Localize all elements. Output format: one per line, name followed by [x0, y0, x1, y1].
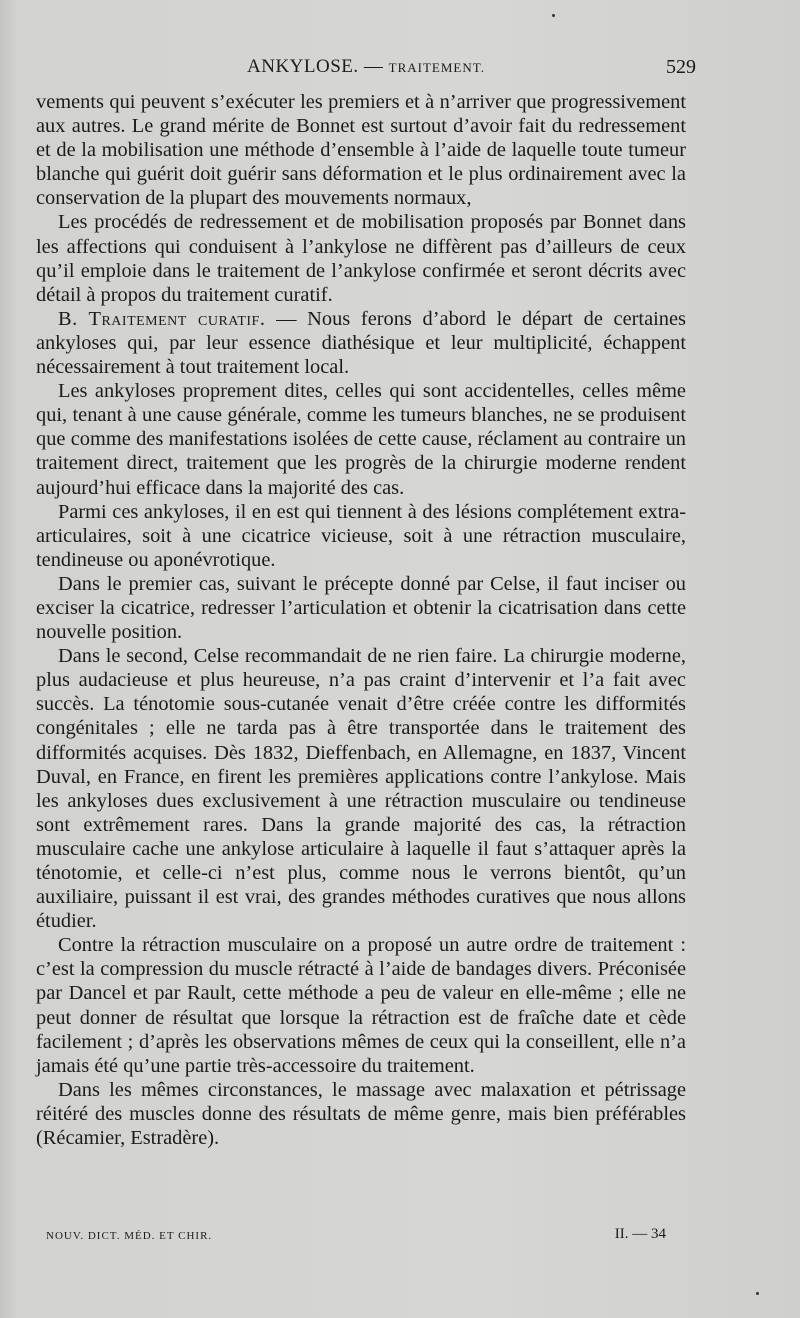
running-title [36, 56, 696, 78]
paragraph-continued: vements qui peuvent s’exécuter les premiers et à n’arriver que progressivement aux autres. Le grand mérite de Bonnet est surtout d’avoir fait du redressement et de la mobilisation une méthode d’ensemble à l’aide de laquelle toute tumeur blanche qui guérit doit guérir sans déformation et le plus ordinairement avec la conservation de la plupart des mouvements normaux, [36, 91, 686, 210]
paragraph: Contre la rétraction musculaire on a proposé un autre ordre de traitement : c’est la compression du muscle rétracté à l’aide de bandages divers. Préconisée par Dancel et par Rault, cette méthode a peu de valeur en elle-même ; elle ne peut donner de résultat que lorsque la rétraction est de fraîche date et cède facilement ; d’après les observations mêmes de ceux qui la conseillent, elle n’a jamais été qu’une partie très-accessoire du traitement. [36, 934, 686, 1077]
running-title-main: ANKYLOSE. [247, 56, 359, 77]
section-b-paragraph [36, 307, 686, 379]
running-header [36, 56, 696, 84]
paragraph: Dans le premier cas, suivant le précepte donné par Celse, il faut inciser ou exciser la cicatrice, redresser l’articulation et obtenir la cicatrisation dans cette nouvelle position. [36, 572, 686, 644]
section-heading: B. Traitement curatif. [58, 307, 266, 330]
paragraph: Les ankyloses proprement dites, celles qui sont accidentelles, celles même qui, tenant à une cause générale, comme les tumeurs blanches, ne se produisent que comme des manifestations isolées de cette cause, réclament au contraire un traitement direct, traitement que les progrès de la chirurgie moderne rendent aujourd’hui efficace dans la majorité des cas. [36, 380, 686, 499]
paragraph: Les procédés de redressement et de mobilisation proposés par Bonnet dans les affections qui conduisent à l’ankylose ne diffèrent pas d’ailleurs de ceux qu’il emploie dans le traitement de l’ankylose confirmée et seront décrits avec détail à propos du traitement curatif. [36, 211, 686, 306]
page-number: 529 [666, 56, 696, 78]
section-text: — Nous ferons d’abord le départ de certaines ankyloses qui, par leur essence diathésique et leur multiplicité, échappent nécessairement à tout traitement local. [36, 307, 686, 379]
paragraph: Dans les mêmes circonstances, le massage avec malaxation et pétrissage réitéré des muscles donne des résultats de même genre, mais bien préférables (Récamier, Estradère). [36, 1078, 686, 1150]
running-title-sub: TRAITEMENT. [388, 60, 485, 75]
body-text [36, 90, 686, 1150]
speck [552, 14, 555, 17]
footer-collection-title: NOUV. DICT. MÉD. ET CHIR. [46, 1230, 213, 1242]
speck [756, 1292, 759, 1295]
footer-signature: II. — 34 [614, 1226, 666, 1242]
running-title-separator: — [358, 56, 389, 77]
paragraph: Dans le second, Celse recommandait de ne rien faire. La chirurgie moderne, plus audacieuse et plus heureuse, n’a pas craint d’intervenir et l’a fait avec succès. La ténotomie sous-cutanée venait d’être créée contre les difformités congénitales ; elle ne tarda pas à être transportée dans le traitement des difformités acquises. Dès 1832, Dieffenbach, en Allemagne, en 1837, Vincent Duval, en France, en firent les premières applications contre l’ankylose. Mais les ankyloses dues exclusivement à une rétraction musculaire ou tendineuse sont extrêmement rares. Dans la grande majorité des cas, la rétraction musculaire cache une ankylose articulaire à laquelle il faut s’attaquer après la ténotomie, et celle-ci n’est plus, comme nous le verrons bientôt, qu’un auxiliaire, puissant il est vrai, des grandes méthodes curatives que nous allons étudier. [36, 645, 686, 933]
paragraph: Parmi ces ankyloses, il en est qui tiennent à des lésions complétement extra-articulaires, soit à une cicatrice vicieuse, soit à une rétraction musculaire, tendineuse ou aponévrotique. [36, 500, 686, 571]
